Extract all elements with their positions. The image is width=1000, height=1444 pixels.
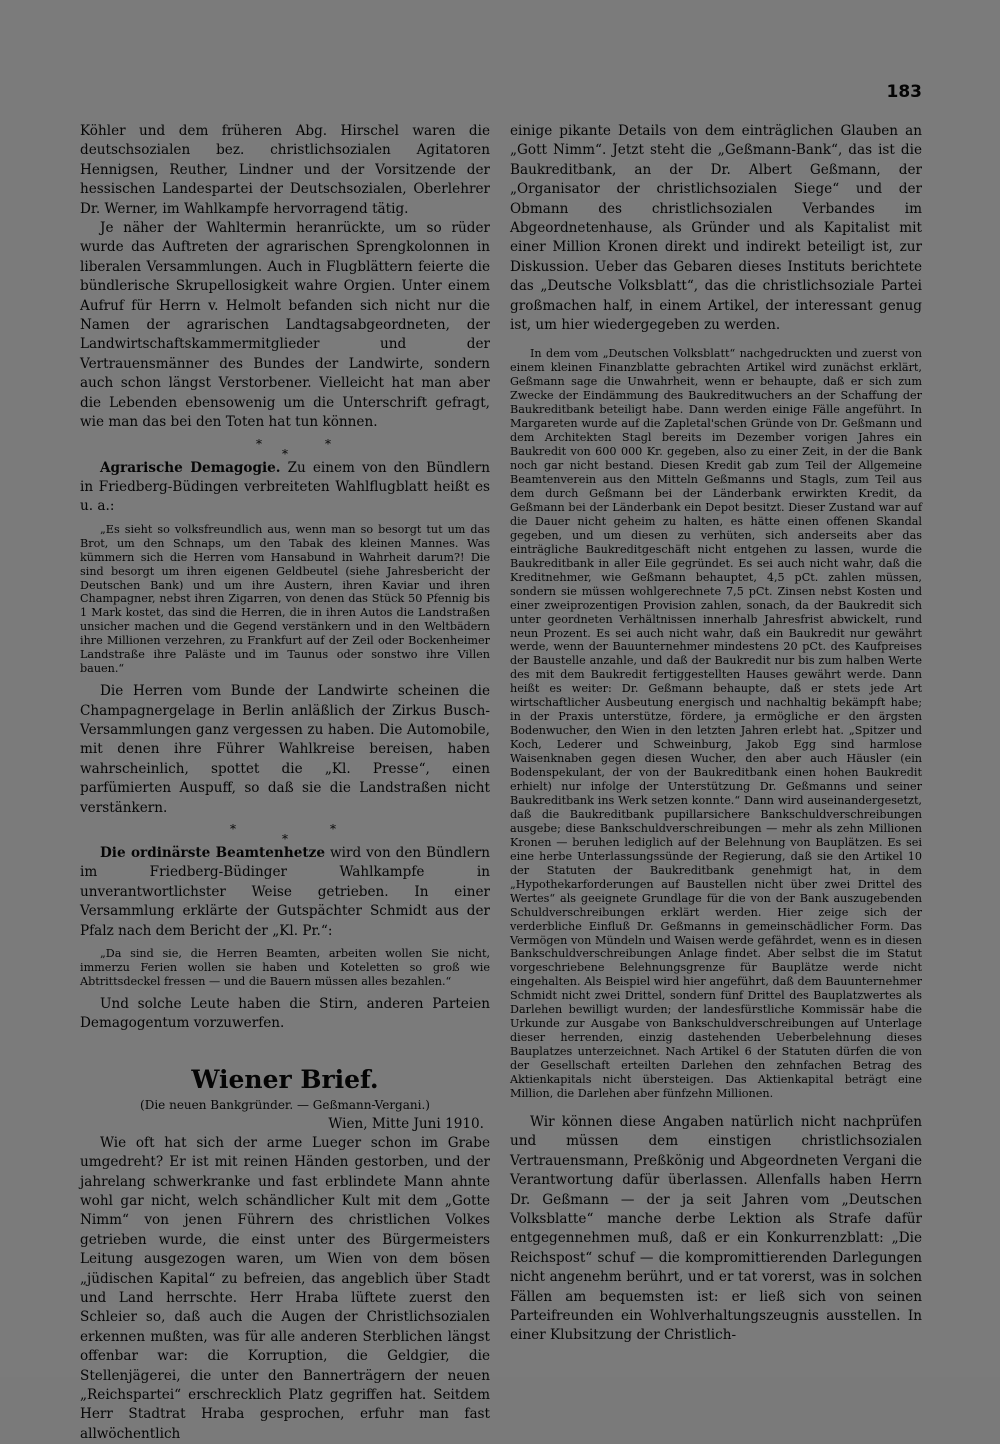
section-beamtenhetze (80, 844, 490, 941)
paragraph-champagne-gatherings: Die Herren vom Bunde der Landwirte scheinen die Champagnergelage in Berlin anläßlich der Zirkus Busch-Versammlungen ganz vergessen zu haben. Die Automobile, mit denen ihre Führer Wahlkreise bereisen, haben wahrscheinlich, spottet die „Kl. Presse“, einen parfümierten Auspuff, so daß sie die Landstraßen nicht verstänkern. (80, 683, 490, 816)
paragraph-demagogentum: Und solche Leute haben die Stirn, anderen Parteien Demagogentum vorzuwerfen. (80, 995, 490, 1032)
section-agrarian-demagogy (80, 459, 490, 517)
section-intro-agrarian-demagogy: Zu einem von den Bündlern in Friedberg-Büdingen verbreiteten Wahlflugblatt heißt es u. a.: (80, 459, 491, 515)
paragraph-election-approach: Je näher der Wahltermin heranrückte, um so rüder wurde das Auftreten der agrarischen Sprengkolonnen in liberalen Versammlungen. Auch in Flugblättern feierte die bündlerische Skrupellosigkeit wahre Orgien. Unter einem Aufruf für Herrn v. Helmolt befanden sich nicht nur die Namen der agrarischen Landtagsabgeordneten, der Landwirtschaftskammermitglieder und der Vertrauensmänner des Bundes der Landwirte, sondern auch schon längst Verstorbener. Vielleicht hat man aber die Lebenden ebensowenig um die Unterschrift gefragt, wie man das bei den Toten hat tun können. (80, 220, 490, 431)
left-column (80, 122, 490, 1444)
paragraph-lueger: Wie oft hat sich der arme Lueger schon im Grabe umgedreht? Er ist mit reinen Händen gestorben, und der jahrelang schwerkranke und fast erblindete Mann ahnte wohl gar nicht, welch schändlicher Kult mit dem „Gotte Nimm“ von jenen Führern des christlichen Volkes getrieben wurde, die einst unter des Bürgermeisters Leitung ausgezogen waren, um Wien von dem bösen „jüdischen Kapital“ zu befreien, das angeblich über Stadt und Land herrschte. Herr Hraba lüftete zuerst den Schleier so, daß auch die Augen der Christlichsozialen erkennen mußten, was für alle anderen Sterblichen längst offenbar war: die Korruption, die Geldgier, die Stellenjägerei, die unter den Bannerträgern der neuen „Reichspartei“ erschrecklich Platz gegriffen hat. Seitdem Herr Stadtrat Hraba gesprochen, erfuhr man fast allwöchentlich (80, 1134, 490, 1442)
article-dateline: Wien, Mitte Juni 1910. (328, 1115, 484, 1132)
section-intro-beamtenhetze: wird von den Bündlern im Friedberg-Büdinger Wahlkampfe in unverantwortlichster Weise getrieben. In einer Versammlung erklärte der Gutspächter Schmidt aus der Pfalz nach dem Bericht der „Kl. Pr.“: (80, 845, 490, 939)
article-headline: Wiener Brief. (191, 1064, 379, 1094)
quote-schmidt-speech: „Da sind sie, die Herren Beamten, arbeiten wollen Sie nicht, immerzu Ferien wollen sie haben und Koteletten so groß wie Abtrittsdeckel fressen — und die Bauern müssen alles bezahlen.“ (80, 947, 490, 988)
paragraph-helmolt-agitators: Köhler und dem früheren Abg. Hirschel waren die deutschsozialen bez. christlichsozialen Agitatoren Hennigsen, Reuther, Lindner und der Vorsitzende der hessischen Landespartei der Deutschsozialen, Oberlehrer Dr. Werner, im Wahlkampfe hervorragend tätig. (80, 123, 490, 217)
page-number: 183 (886, 82, 922, 102)
section-heading-beamtenhetze: Die ordinärste Beamtenhetze (100, 845, 325, 862)
right-column (510, 122, 922, 1346)
section-separator-1: * * * (256, 436, 331, 461)
article-subheadline: (Die neuen Bankgründer. — Geßmann-Vergani.) (140, 1097, 430, 1112)
paragraph-vergani-responsibility: Wir können diese Angaben natürlich nicht nachprüfen und müssen dem einstigen christlichsozialen Vertrauensmann, Preßkönig und Abgeordneten Vergani die Verantwortung dafür überlassen. Allenfalls haben Herrn Dr. Geßmann — der ja seit Jahren vom „Deutschen Volksblatte“ manche derbe Lektion als Strafe dafür entgegennehmen muß, daß er ein Konkurrenzblatt: „Die Reichspost“ schuf — die kompromittierenden Darlegungen nicht angenehm berührt, und er tat vorerst, was in solchen Fällen am bequemsten ist: er ließ sich von seinen Parteifreunden ein Wohlverhaltungszeugnis ausstellen. In einer Klubsitzung der Christlich- (510, 1113, 922, 1344)
quote-flugblatt: „Es sieht so volksfreundlich aus, wenn man so besorgt tut um das Brot, um den Schnaps, um den Tabak des kleinen Mannes. Was kümmern sich die Herren vom Hansabund in Wahrheit darum?! Die sind besorgt um ihren eigenen Geldbeutel (siehe Jahresbericht der Deutschen Bank) und um ihre Austern, ihren Kaviar und ihren Champagner, nebst ihren Zigarren, von denen das Stück 50 Pfennig bis 1 Mark kostet, das sind die Herren, die in ihren Autos die Landstraßen unsicher machen und die Gegend verstänkern und in den Weltbädern ihre Millionen verzehren, zu Frankfurt auf der Zeil oder Bockenheimer Landstraße ihre Paläste und im Taunus oder sonstwo ihre Villen bauen.“ (80, 522, 490, 676)
section-heading-agrarian-demagogy: Agrarische Demagogie. (100, 459, 281, 476)
quote-volksblatt-article: In dem vom „Deutschen Volksblatt“ nachgedruckten und zuerst von einem kleinen Finanzblatte gebrachten Artikel wird zunächst erklärt, Geßmann sage die Unwahrheit, wenn er behaupte, daß er sich zum Zwecke der Eindämmung des Baukreditwuchers an der Schaffung der Baukreditbank beteiligt habe. Dann werden einige Fälle angeführt. In Margareten wurde auf die Zapletal'schen Gründe von Dr. Geßmann und dem Architekten Stagl bereits im Dezember vorigen Jahres ein Baukredit von 600 000 Kr. gegeben, also zu einer Zeit, in der die Bank noch gar nicht bestand. Diesen Kredit gab zum Teil der Allgemeine Beamtenverein aus den Mitteln Geßmanns und Stagls, zum Teil aus dem durch Geßmann bei der Länderbank erwirkten Kredit, da Geßmann bei der Länderbank ein Depot besitzt. Dieser Zustand war auf die Dauer nicht geheim zu halten, es hätte einen offenen Skandal gegeben, und um diesen zu verhüten, sich anderseits aber das einträgliche Baukreditgeschäft nicht entgehen zu lassen, wurde die Baukreditbank in aller Eile gegründet. Es sei auch nicht wahr, daß die Kreditnehmer, wie Geßmann behauptet, 4,5 pCt. zahlen müssen, sondern sie müssen wohlgerechnete 7,5 pCt. Zinsen nebst Kosten und einer zweiprozentigen Provision zahlen, sonach, da der Baukredit sich unter geordneten Verhältnissen innerhalb Jahresfrist abwickelt, rund neun Prozent. Es sei auch nicht wahr, daß ein Baukredit nur gewährt werde, wenn der Bauunternehmer mindestens 20 pCt. des Kaufpreises der Baustelle anzahle, und daß der Baukredit nur bis zum halben Werte des mit dem Baukredit fertiggestellten Hauses gewährt werde. Dann heißt es weiter: Dr. Geßmann behaupte, daß er stets jede Art wirtschaftlicher Ausbeutung energisch und nachhaltig bekämpft habe; in der Praxis unterstütze, fördere, ja ermögliche er den ärgsten Bodenwucher, den Wien in den letzten Jahren erlebt hat. „Spitzer und Koch, Lederer und Schweinburg, Jakob Egg sind harmlose Waisenknaben gegen diesen Wucher, den aber auch Häusler (ein Bodenspekulant, der von der Baukreditbank einen hohen Baukredit erhielt) nur infolge der Unterstützung Dr. Geßmanns und seiner Baukreditbank ins Werk setzen konnte.“ Dann wird auseinandergesetzt, daß die Baukreditbank pupillarsichere Bankschuldverschreibungen ausgebe; diese Bankschuldverschreibungen — mehr als zehn Millionen Kronen — beruhen lediglich auf der Belehnung von Bauplätzen. Es sei eine herbe Unterlassungssünde der Regierung, daß sie den Artikel 10 der Statuten der Baukreditbank genehmigt hat, in dem „Hypothekarforderungen auf Baustellen nicht über zwei Drittel des Wertes“ als geeignete Grundlage für die von der Bank auszugebenden Schuldverschreibungen erklärt werden. Hier zeige sich der verderbliche Einfluß Dr. Geßmanns in gemeinschädlicher Form. Das Vermögen von Mündeln und Waisen werde gefährdet, wenn es in diesen Bankschuldverschreibungen Anlage findet. Aber selbst die im Statut vorgeschriebene Belehnungsgrenze für Bauplätze werde nicht eingehalten. Als Beispiel wird hier angeführt, daß dem Bauunternehmer Schmidt nicht zwei Drittel, sondern fünf Drittel des Bauplatzwertes als Darlehen bewilligt wurden; der landesfürstliche Kommissär habe die Urkunde zur Ausgabe von Bankschuldverschreibungen auf Unterlage dieser herrenden, einzig dastehenden Ueberbelehnung dieses Bauplatzes unterzeichnet. Nach Artikel 6 der Statuten dürfen die von der Gesellschaft erteilten Darlehen den zehnfachen Betrag des Aktienkapitals nicht übersteigen. Das Aktienkapital beträgt eine Million, die Darlehen aber fünfzehn Millionen. (510, 347, 922, 1100)
section-separator-2: * * * (230, 822, 336, 847)
paragraph-gessmann-bank: einige pikante Details von dem einträglichen Glauben an „Gott Nimm“. Jetzt steht die „Geßmann-Bank“, das ist die Baukreditbank, an der Dr. Albert Geßmann, der „Organisator der christlichsozialen Siege“ und der Obmann des christlichsozialen Verbandes im Abgeordnetenhause, als Gründer und als Kapitalist mit einer Million Kronen direkt und indirekt beteiligt ist, zur Diskussion. Ueber das Gebaren dieses Instituts berichtete das „Deutsche Volksblatt“, das die christlichsoziale Partei großmachen half, in einem Artikel, der interessant genug ist, um hier wiedergegeben zu werden. (510, 123, 922, 334)
